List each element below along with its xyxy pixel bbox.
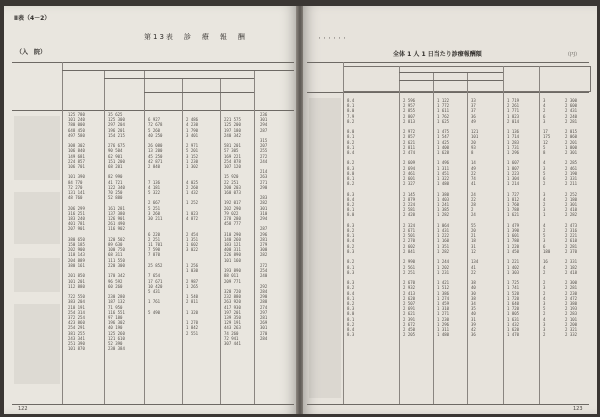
page-number-left: 122 [18,406,28,412]
column-divider [399,66,400,404]
page-number-right: 123 [573,406,583,412]
header-bottom-rule [12,110,294,111]
left-page [4,6,297,414]
column-divider [539,66,540,404]
column-divider [254,70,255,404]
row-label-block [14,192,60,244]
column-divider [343,62,344,404]
data-column: 6 927 72 678 5 260 40 250 26 080 13 200 45 250 42 871 2 840 7 136 4 181 5 322 2 667 5 251 3 260 30 211 6 220 2 251 11 701 7 590 7 870 25 852 7 654 17 671 10 420 5 431 1 761 5 490 [148,117,163,315]
data-column: 2 596 2 957 2 855 2 807 2 813 2 972 2 857 2 621 2 811 2 474 2 609 2 694 2 461 2 601 2 327 2 145 2 879 2 224 2 581 2 420 2 324 2 671 2 501 2 270 2 602 2 841 2 990 2 561 2 251 2 670 2 932 2 413 2 620 2 507 2 691 2 621 2 391 2 672 2 450 2 205 [403,98,416,338]
unit-label: （円） [565,52,581,58]
column-divider [467,72,468,404]
data-column: 1 122 1 772 1 611 1 762 1 625 1 475 1 547 1 425 1 400 1 628 1 496 1 311 1 451 1 322 1 480 1 380 1 403 1 241 1 385 1 282 1 064 1 431 1 222 1 160 1 351 1 282 1 244 1 202 1 231 1 421 1 512 1 386 1 274 1 459 1 310 1 271 1 230 1 296 1 311 1 480 [437,98,450,338]
table-top-rule [12,62,294,63]
column-divider [220,78,221,404]
data-column: 1 719 2 261 1 771 1 823 2 014 1 136 1 714 1 283 1 731 1 296 1 607 1 807 1 223 1 304 1 214 1 727 1 812 1 760 1 788 1 621 1 479 1 390 1 601 1 780 1 220 1 450 1 221 1 402 1 303 1 725 1 741 1 520 1 720 1 640 1 720 1 805 1 631 1 432 1 620 1 470 [507,98,520,338]
row-label-block [309,98,341,398]
data-column: 2 300 2 600 2 431 2 240 2 281 2 015 2 060 2 201 1 800 2 301 2 285 2 461 2 190 2 331 2 211 2 252 2 180 2 301 2 410 2 282 2 473 2 316 2 221 2 610 2 281 2 370 2 331 2 182 2 418 2 300 2 281 2 230 2 472 2 380 2 193 2 283 2 101 2 200 2 321 2 332 [565,98,578,338]
continuation-note: ・・・・・・ [317,36,348,42]
header-rule [399,72,503,73]
column-divider [433,72,434,404]
data-column: 125 780 101 240 780 000 648 450 497 580 308 302 106 840 149 681 224 857 106 701 101 390 84 770 72 270 131 141 48 760 206 299 316 251 183 240 401 781 207 901 380 650 150 185 202 900 118 143 204 889 380 161 201 850 101 201 112 880 722 550 383 204 218 191 254 314 372 254 423 860 254 291 381 255 243 341 251 390 101 870 [68,112,85,352]
table-bottom-rule [12,404,294,405]
column-divider [144,70,145,404]
data-column: 8.4 8.1 8.0 7.9 8.2 8.0 8.1 8.2 8.1 8.4 8.2 8.3 8.0 8.1 8.2 8.3 8.4 8.2 8.1 8.0 8.3 8.2 8.1 8.4 8.2 8.3 8.2 8.1 8.3 8.3 8.2 8.4 8.1 8.2 8.3 8.0 8.1 8.2 8.4 8.3 [347,98,355,338]
right-page [303,6,597,414]
header-rule [104,78,254,79]
row-label-block [14,304,60,384]
data-column: 236 301 294 287 315 207 255 272 244 214 263 271 290 283 282 301 310 294 287 296 281 279 300 282 272 254 240 292 284 290 288 274 297 281 269 301 270 284 [260,112,268,341]
row-label-block [14,116,60,180]
header-bottom-rule [307,92,589,93]
data-column: 2 486 4 230 1 790 3 401 2 971 5 201 3 152 1 230 1 302 4 025 2 260 1 432 1 252 1 023 4 872 2 454 1 351 1 602 3 022 1 256 1 030 2 987 1 265 1 540 2 811 1 320 1 270 1 842 2 551 [186,117,199,336]
section-label: Ⅱ表（4－2） [14,15,51,22]
header-rule [399,80,503,81]
data-column: 221 575 125 200 197 180 240 342 581 201 57 305 169 221 254 878 107 120 15 920 22 251 200 203 160 073 192 017 202 290 79 022 278 280 458 777 310 290 140 260 183 121 400 311 226 890 101 160 193 890 88 011 209 771 320 720 232 880 263 920 417 930 197 201 139 350 129 191 443 263 74 260 72 941 307 441 [224,117,241,346]
column-divider [182,78,183,404]
header-rule [144,92,254,93]
category-label: （入 院） [16,49,47,56]
table-bottom-rule [307,404,589,405]
table-top-rule [307,62,589,63]
data-column: 33 37 37 36 49 121 101 20 93 8 14 49 22 74 41 24 22 28 2 24 55 20 21 18 31 12 134 41 22 38 40 30 38 34 35 40 31 39 42 36 [471,98,479,338]
header-rule [62,70,294,71]
column-divider [503,66,504,404]
column-divider [62,62,63,404]
table-title: 第13表 診 療 報 酬 [144,33,247,41]
data-column: 35 625 125 300 297 204 196 201 154 215 276 675 90 504 62 901 151 200 68 201 82 990 41 721 122 340 70 250 52 880 161 281 137 380 126 901 261 490 116 902 120 502 89 630 100 750 68 311 111 550 220 300 170 342 96 592 60 260 230 280 187 132 71 950 116 551 97 180 196 302 40 190 125 260 121 610 52 390 230 384 [108,112,125,352]
right-header-label: 全体 1 人 1 日当たり診療報酬額 [393,51,482,58]
column-divider [104,70,105,404]
data-column: 3 4 2 6 3 17 175 12 5 8 4 3 5 6 2 3 4 2 3 1 4 2 5 3 6 180 16 4 2 2 3 2 4 3 5 2 4 3 3 2 [543,98,551,338]
row-label-block [14,258,60,292]
